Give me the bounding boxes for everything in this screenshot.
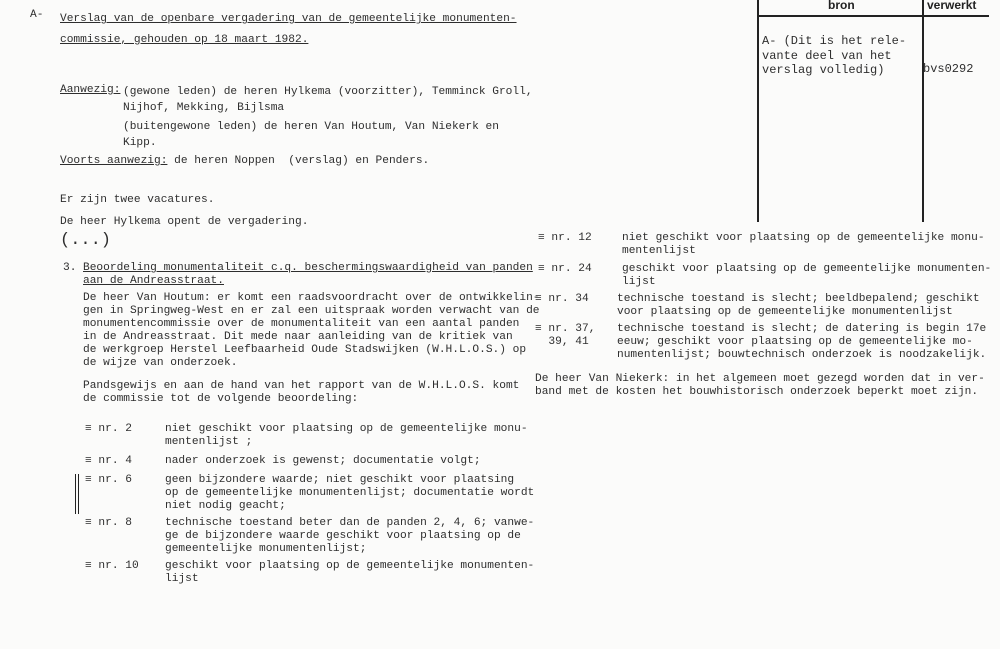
- assessment-label: ≡ nr. 6: [85, 474, 132, 486]
- item-number: 3.: [63, 262, 77, 274]
- assessment-text: niet geschikt voor plaatsing op de gemeentelijke monu- mentenlijst ;: [165, 423, 528, 448]
- opening: De heer Hylkema opent de vergadering.: [60, 216, 309, 228]
- assessment-label: ≡ nr. 12: [538, 232, 592, 244]
- also-present: [60, 155, 429, 168]
- table-header-rule: [757, 15, 989, 17]
- assessment-text: geschikt voor plaatsing op de gemeentelijke monumenten- lijst: [165, 560, 535, 585]
- assessment-text: niet geschikt voor plaatsing op de gemeentelijke monu- mentenlijst: [622, 232, 985, 257]
- table-divider-right: [922, 0, 924, 222]
- source-note: A- (Dit is het rele- vante deel van het verslag volledig): [762, 34, 907, 77]
- section-marker: A-: [30, 9, 44, 21]
- assessment-text: geen bijzondere waarde; niet geschikt voor plaatsing op de gemeentelijke monumentenlijst; documentatie wordt niet nodig geacht;: [165, 474, 535, 512]
- item-title: Beoordeling monumentaliteit c.q. beschermingswaardigheid van panden aan de Andreasstraat.: [83, 262, 533, 287]
- closing-remark: De heer Van Niekerk: in het algemeen moet gezegd worden dat in ver- band met de kosten het bouwhistorisch onderzoek beperkt moet zijn.: [535, 373, 985, 398]
- assessment-label: ≡ nr. 4: [85, 455, 132, 467]
- vacancies: Er zijn twee vacatures.: [60, 194, 215, 206]
- assessment-label: ≡ nr. 2: [85, 423, 132, 435]
- processed-code: bvs0292: [923, 62, 974, 76]
- assessment-text: technische toestand is slecht; beeldbepalend; geschikt voor plaatsing op de gemeentelijke monumentenlijst: [617, 293, 980, 318]
- ellipsis: (...): [60, 231, 112, 250]
- also-present-names: de heren Noppen (verslag) en Penders.: [167, 155, 430, 167]
- assessment-label: ≡ nr. 10: [85, 560, 139, 572]
- margin-mark: [78, 474, 79, 514]
- paragraph-van-houtum: De heer Van Houtum: er komt een raadsvoordracht over de ontwikkelin- gen in Springweg-West en er zal een uitspraak worden verwacht van de monumentencommissie over de monumentaliteit van een aantal panden in de Andreasstraat. Dit mede naar aanleiding van de kritiek van de werkgroep Herstel Leefbaarheid Oude Stadswijken (W.H.L.O.S.) op de wijze van onderzoek.: [83, 292, 540, 369]
- assessment-text: technische toestand is slecht; de datering is begin 17e eeuw; geschikt voor plaatsing op de gemeentelijke mo- numentenlijst; bouwtechnisch onderzoek is noodzakelijk.: [617, 323, 987, 361]
- present-extra-members: (buitengewone leden) de heren Van Houtum, Van Niekerk en Kipp.: [123, 121, 499, 149]
- margin-mark: [75, 474, 76, 514]
- present-regular-members: (gewone leden) de heren Hylkema (voorzitter), Temminck Groll, Nijhof, Mekking, Bijlsma: [123, 86, 533, 114]
- present-label: Aanwezig:: [60, 84, 121, 96]
- assessment-text: technische toestand beter dan de panden 2, 4, 6; vanwe- ge de bijzondere waarde geschikt voor plaatsing op de gemeentelijke monumentenlijst;: [165, 517, 535, 555]
- assessment-label: ≡ nr. 24: [538, 263, 592, 275]
- assessment-label: ≡ nr. 8: [85, 517, 132, 529]
- table-divider-left: [757, 0, 759, 222]
- assessment-text: geschikt voor plaatsing op de gemeentelijke monumenten- lijst: [622, 263, 992, 288]
- paragraph-assessment-intro: Pandsgewijs en aan de hand van het rapport van de W.H.L.O.S. komt de commissie tot de volgende beoordeling:: [83, 380, 520, 405]
- assessment-text: nader onderzoek is gewenst; documentatie volgt;: [165, 455, 481, 467]
- assessment-label: ≡ nr. 34: [535, 293, 589, 305]
- also-present-label: Voorts aanwezig:: [60, 155, 168, 167]
- column-header-verwerkt: verwerkt: [927, 0, 977, 12]
- assessment-label: ≡ nr. 37, 39, 41: [535, 323, 596, 348]
- column-header-bron: bron: [828, 0, 855, 12]
- document-title: Verslag van de openbare vergadering van de gemeentelijke monumenten- commissie, gehouden op 18 maart 1982.: [60, 13, 517, 46]
